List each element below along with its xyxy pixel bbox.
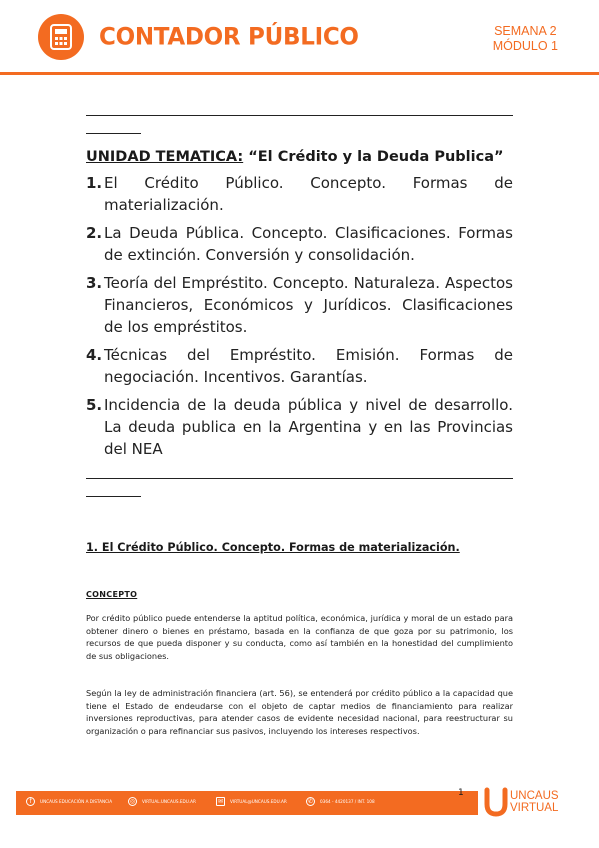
unit-title: “El Crédito y la Deuda Publica” — [248, 149, 504, 165]
footer-bar — [16, 791, 478, 815]
topic-item — [86, 272, 513, 338]
footer-web[interactable] — [128, 797, 196, 806]
topic-item — [86, 394, 513, 460]
module-label: MÓDULO 1 — [492, 39, 558, 53]
topic-number: 4. — [86, 346, 103, 364]
unit-heading — [86, 149, 504, 165]
topic-item — [86, 172, 513, 216]
divider-line — [86, 478, 513, 479]
globe-icon: ◎ — [129, 798, 136, 805]
page-header — [0, 0, 599, 80]
week-label: SEMANA 2 — [494, 24, 557, 38]
paragraph: Por crédito público puede entenderse la aptitud política, económica, jurídica y moral de un estado para obtener dinero o bienes en préstamo, basada en la confianza de que goza por su patrimonio, los recursos de que pueda disponer y su conducta, como así también en la honestidad del cumplimiento de sus obligaciones. — [86, 613, 513, 661]
topic-number: 2. — [86, 224, 103, 242]
paragraph: Según la ley de administración financiera (art. 56), se entenderá por crédito público a la capacidad que tiene el Estado de endeudarse con el objeto de captar medios de financiamiento para realizar inversiones reproductivas, para atender casos de evidente necesidad nacional, para reestructurar su organización o para refinanciar sus pasivos, incluyendo los intereses respectivos. — [86, 688, 513, 736]
divider-line — [86, 115, 513, 116]
org-logo-text — [510, 790, 559, 814]
calculator-icon — [50, 24, 72, 50]
unit-label: UNIDAD TEMATICA: — [86, 149, 244, 165]
section-title: 1. El Crédito Público. Concepto. Formas de materialización. — [86, 541, 460, 554]
topic-list — [86, 172, 513, 466]
divider-line-short — [86, 496, 141, 497]
facebook-icon: f — [26, 797, 35, 806]
footer-text: 0364 - 4420137 / INT. 108 — [320, 799, 375, 804]
topic-number: 3. — [86, 274, 103, 292]
footer-text: UNCAUS EDUCACIÓN A DISTANCIA — [40, 799, 113, 804]
footer-mail[interactable] — [216, 797, 287, 806]
week-module — [493, 24, 558, 54]
header-divider — [0, 72, 599, 75]
topic-text: Técnicas del Empréstito. Emisión. Formas de negociación. Incentivos. Garantías. — [104, 346, 513, 386]
footer-phone[interactable] — [306, 797, 375, 806]
topic-number: 1. — [86, 174, 103, 192]
topic-number: 5. — [86, 396, 103, 414]
topic-text: El Crédito Público. Concepto. Formas de materialización. — [104, 174, 513, 214]
mail-icon: ✉ — [217, 798, 224, 805]
topic-text: Teoría del Empréstito. Concepto. Naturaleza. Aspectos Financieros, Económicos y Jurídicos. Clasificaciones de los empréstitos. — [104, 274, 513, 336]
topic-item — [86, 344, 513, 388]
concept-heading: CONCEPTO — [86, 590, 138, 599]
logo-badge — [38, 14, 84, 60]
footer-text: VIRTUAL@UNCAUS.EDU.AR — [230, 799, 287, 804]
footer-text: VIRTUAL.UNCAUS.EDU.AR — [142, 799, 196, 804]
divider-line-short — [86, 133, 141, 134]
org-line2: VIRTUAL — [510, 802, 559, 814]
page-number: 1 — [458, 788, 464, 798]
topic-text: La Deuda Pública. Concepto. Clasificaciones. Formas de extinción. Conversión y consolidación. — [104, 224, 513, 264]
footer-facebook[interactable] — [26, 797, 112, 806]
topic-text: Incidencia de la deuda pública y nivel de desarrollo. La deuda publica en la Argentina y en las Provincias del NEA — [104, 396, 513, 458]
topic-item — [86, 222, 513, 266]
org-line1: UNCAUS — [510, 790, 559, 802]
brand-title: CONTADOR PÚBLICO — [99, 23, 359, 51]
uncaus-logo-icon — [484, 787, 508, 817]
phone-icon: ✆ — [307, 798, 314, 805]
